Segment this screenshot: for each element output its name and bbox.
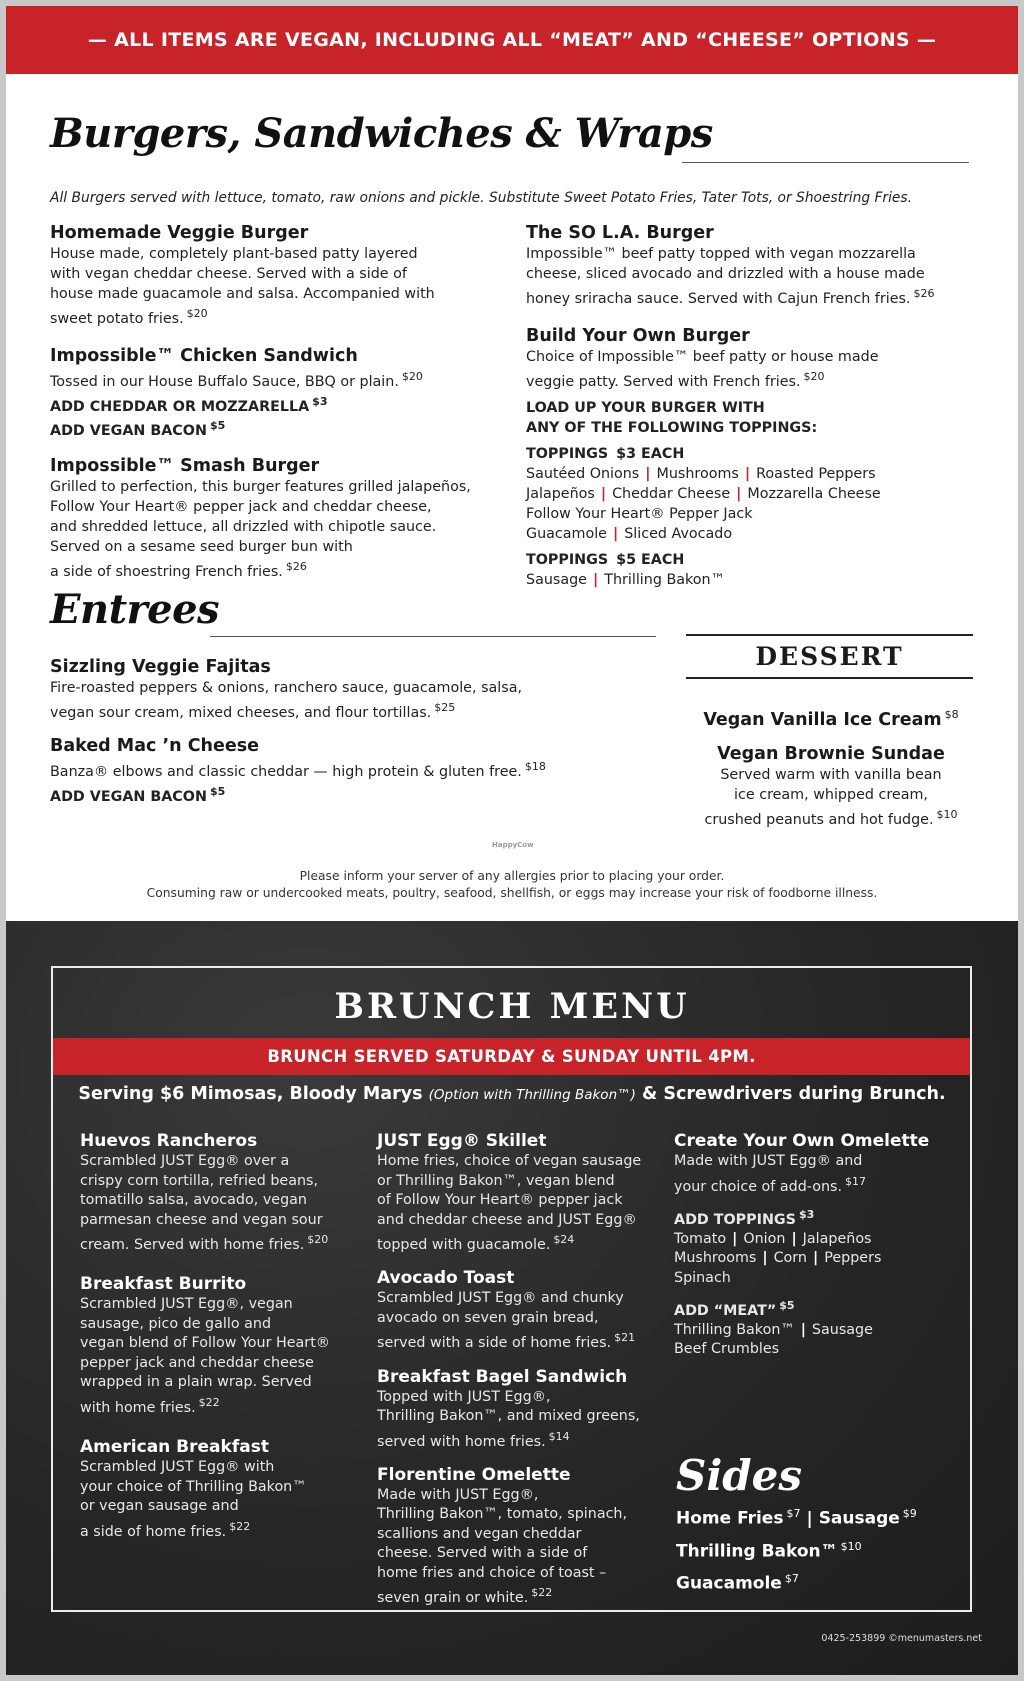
burrito-line: vegan blend of Follow Your Heart® bbox=[80, 1335, 331, 1352]
byo-burger-line: Choice of Impossible™ beef patty or house made bbox=[526, 348, 879, 365]
toppings-3-heading: TOPPINGS $3 EACH bbox=[526, 445, 685, 462]
american-breakfast-name: American Breakfast bbox=[80, 1437, 269, 1458]
bagel-sandwich-line: Topped with JUST Egg®, bbox=[377, 1388, 551, 1405]
vegan-banner: — ALL ITEMS ARE VEGAN, INCLUDING ALL “MEAT” AND “CHEESE” OPTIONS — bbox=[6, 6, 1018, 74]
huevos-line: parmesan cheese and vegan sour bbox=[80, 1211, 323, 1228]
brunch-title: BRUNCH MENU bbox=[334, 986, 690, 1027]
burrito-line: pepper jack and cheddar cheese bbox=[80, 1354, 314, 1371]
burrito-line: Scrambled JUST Egg®, vegan bbox=[80, 1296, 293, 1313]
smash-burger-line: Grilled to perfection, this burger features grilled jalapeños, bbox=[50, 479, 471, 496]
omelette-topping-row: Spinach bbox=[674, 1269, 731, 1286]
smash-burger-line: and shredded lettuce, all drizzled with chipotle sauce. bbox=[50, 519, 437, 536]
allergy-notice: Please inform your server of any allergies prior to placing your order. bbox=[299, 869, 725, 883]
skillet-name: JUST Egg® Skillet bbox=[377, 1131, 547, 1151]
sides-line: Guacamole $^{\$7}$ bbox=[676, 1572, 799, 1594]
brunch-column-2 bbox=[377, 1130, 667, 1609]
burrito-line: sausage, pico de gallo and bbox=[80, 1315, 272, 1332]
chicken-sandwich-name: Impossible™ Chicken Sandwich bbox=[50, 345, 358, 366]
toppings-3-row: Guacamole | Sliced Avocado bbox=[526, 525, 733, 542]
brownie-sundae-line: ice cream, whipped cream, bbox=[734, 786, 928, 803]
brownie-sundae-name: Vegan Brownie Sundae bbox=[717, 743, 945, 764]
burrito-line-last: with home fries. $^{\$22}$ bbox=[80, 1395, 220, 1416]
bagel-sandwich-name: Breakfast Bagel Sandwich bbox=[377, 1366, 628, 1387]
smash-burger-line-last: a side of shoestring French fries. $^{\$26}$ bbox=[50, 560, 307, 580]
sola-burger-price: $26 bbox=[913, 287, 935, 300]
avocado-toast-line: Scrambled JUST Egg® and chunky bbox=[377, 1290, 624, 1307]
avocado-toast-line-last: served with a side of home fries. $^{\$21}$ bbox=[377, 1331, 636, 1352]
burgers-title-rule bbox=[682, 162, 969, 163]
florentine-line-last: seven grain or white. $^{\$22}$ bbox=[377, 1586, 553, 1607]
toppings-5-heading: TOPPINGS $5 EACH bbox=[526, 551, 685, 568]
sides-title: Sides bbox=[676, 1451, 803, 1500]
huevos-line-last: cream. Served with home fries. $^{\$20}$ bbox=[80, 1233, 329, 1253]
omelette-topping-row: Tomato | Onion | Jalapeños bbox=[674, 1230, 872, 1247]
omelette-meat-row: Thrilling Bakon™ | Sausage bbox=[674, 1321, 873, 1338]
chicken-sandwich-price: $20 bbox=[401, 369, 423, 383]
bagel-sandwich-line: Thrilling Bakon™, and mixed greens, bbox=[377, 1408, 640, 1425]
smash-burger-name: Impossible™ Smash Burger bbox=[50, 456, 320, 477]
burrito-line: wrapped in a plain wrap. Served bbox=[80, 1374, 312, 1391]
florentine-line: home fries and choice of toast – bbox=[377, 1564, 607, 1581]
entrees-column bbox=[50, 656, 650, 806]
omelette-add-toppings: ADD TOPPINGS $^{\$3}$ bbox=[674, 1207, 815, 1228]
mac-cheese-price: $18 bbox=[524, 759, 546, 773]
veggie-burger-line: house made guacamole and salsa. Accompanied with bbox=[50, 286, 435, 302]
avocado-toast-line: avocado on seven grain bread, bbox=[377, 1309, 599, 1326]
brunch-column-3 bbox=[674, 1130, 964, 1360]
entrees-section-title: Entrees bbox=[50, 586, 220, 633]
veggie-burger-line: House made, completely plant-based patty layered bbox=[50, 246, 418, 262]
chicken-addon-cheese: ADD CHEDDAR OR MOZZARELLA $^{\$3}$ bbox=[50, 394, 328, 415]
toppings-3-row: Follow Your Heart® Pepper Jack bbox=[526, 505, 753, 522]
fajitas-name: Sizzling Veggie Fajitas bbox=[50, 657, 271, 677]
florentine-line: Made with JUST Egg®, bbox=[377, 1486, 539, 1503]
copyright-footer: 0425-253899 ©menumasters.net bbox=[821, 1633, 982, 1644]
brunch-section bbox=[6, 921, 1018, 1675]
huevos-name: Huevos Rancheros bbox=[80, 1131, 258, 1151]
sola-burger-line: cheese, sliced avocado and drizzled with a house made bbox=[526, 266, 925, 282]
burgers-left-column bbox=[50, 222, 510, 582]
brownie-sundae-line-last: crushed peanuts and hot fudge. $^{\$10}$ bbox=[704, 807, 958, 828]
byo-load-line: ANY OF THE FOLLOWING TOPPINGS: bbox=[526, 419, 818, 436]
american-breakfast-line: your choice of Thrilling Bakon™ bbox=[80, 1478, 307, 1495]
burrito-name: Breakfast Burrito bbox=[80, 1274, 247, 1295]
mac-cheese-line: Banza® elbows and classic cheddar — high protein & gluten free. $^{\$18}$ bbox=[50, 759, 546, 780]
smash-burger-price: $26 bbox=[285, 560, 307, 574]
chicken-sandwich-line: Tossed in our House Buffalo Sauce, BBQ or plain. $^{\$20}$ bbox=[50, 369, 423, 390]
fajitas-price: $25 bbox=[434, 701, 456, 714]
omelette-name: Create Your Own Omelette bbox=[674, 1131, 930, 1151]
fajitas-line: vegan sour cream, mixed cheeses, and flour tortillas. $^{\$25}$ bbox=[50, 701, 456, 721]
byo-burger-name: Build Your Own Burger bbox=[526, 325, 750, 346]
sides-line: Home Fries $^{\$7}$ | Sausage $^{\$9}$ bbox=[676, 1507, 917, 1529]
mac-addon-bacon: ADD VEGAN BACON $^{\$5}$ bbox=[50, 784, 226, 805]
omelette-line: Made with JUST Egg® and bbox=[674, 1153, 863, 1169]
skillet-line-last: topped with guacamole. $^{\$24}$ bbox=[377, 1233, 575, 1253]
happycow-watermark: HappyCow bbox=[492, 841, 534, 849]
florentine-line: scallions and vegan cheddar bbox=[377, 1525, 582, 1542]
sides-line: Thrilling Bakon™ $^{\$10}$ bbox=[676, 1539, 862, 1562]
huevos-line: tomatillo salsa, avocado, vegan bbox=[80, 1192, 307, 1208]
dessert-title: DESSERT bbox=[686, 634, 973, 679]
toppings-5-row: Sausage | Thrilling Bakon™ bbox=[526, 571, 725, 588]
veggie-burger-name: Homemade Veggie Burger bbox=[50, 223, 309, 243]
entrees-title-rule bbox=[210, 636, 656, 637]
huevos-line: Scrambled JUST Egg® over a bbox=[80, 1153, 290, 1169]
huevos-line: crispy corn tortilla, refried beans, bbox=[80, 1172, 319, 1189]
omelette-line: your choice of add-ons. $^{\$17}$ bbox=[674, 1174, 866, 1195]
fajitas-line: Fire-roasted peppers & onions, ranchero sauce, guacamole, salsa, bbox=[50, 680, 522, 696]
brunch-drinks-line: Serving $6 Mimosas, Bloody Marys (Option with Thrilling Bakon™) & Screwdrivers during Brunch. bbox=[78, 1084, 946, 1104]
foodborne-notice: Consuming raw or undercooked meats, poultry, seafood, shellfish, or eggs may increase your risk of foodborne illness. bbox=[146, 886, 878, 900]
sola-burger-name: The SO L.A. Burger bbox=[526, 223, 714, 243]
florentine-line: cheese. Served with a side of bbox=[377, 1545, 588, 1562]
veggie-burger-price: $20 bbox=[186, 307, 208, 320]
burgers-section-title: Burgers, Sandwiches & Wraps bbox=[50, 110, 713, 157]
byo-load-line: LOAD UP YOUR BURGER WITH bbox=[526, 399, 765, 416]
florentine-name: Florentine Omelette bbox=[377, 1464, 571, 1485]
skillet-line: and cheddar cheese and JUST Egg® bbox=[377, 1211, 637, 1228]
veggie-burger-line-last: sweet potato fries. $^{\$20}$ bbox=[50, 307, 208, 327]
brownie-sundae-line: Served warm with vanilla bean bbox=[720, 766, 942, 783]
omelette-meat-row: Beef Crumbles bbox=[674, 1341, 780, 1358]
sola-burger-line-last: honey sriracha sauce. Served with Cajun French fries. $^{\$26}$ bbox=[526, 287, 935, 307]
toppings-3-row: Sautéed Onions | Mushrooms | Roasted Peppers bbox=[526, 465, 876, 482]
byo-burger-line: veggie patty. Served with French fries. $^{\$20}$ bbox=[526, 369, 825, 390]
skillet-line: of Follow Your Heart® pepper jack bbox=[377, 1192, 623, 1208]
omelette-add-meat: ADD “MEAT” $^{\$5}$ bbox=[674, 1299, 795, 1319]
dessert-column bbox=[686, 704, 976, 830]
smash-burger-line: Served on a sesame seed burger bun with bbox=[50, 539, 353, 556]
toppings-3-row: Jalapeños | Cheddar Cheese | Mozzarella Cheese bbox=[526, 485, 881, 502]
burgers-right-column bbox=[526, 222, 996, 590]
byo-burger-price: $20 bbox=[803, 369, 825, 383]
american-breakfast-line-last: a side of home fries. $^{\$22}$ bbox=[80, 1519, 251, 1540]
american-breakfast-line: or vegan sausage and bbox=[80, 1498, 239, 1515]
veggie-burger-line: with vegan cheddar cheese. Served with a side of bbox=[50, 266, 407, 282]
american-breakfast-line: Scrambled JUST Egg® with bbox=[80, 1459, 275, 1476]
burgers-note: All Burgers served with lettuce, tomato, raw onions and pickle. Substitute Sweet Potato Fries, Tater Tots, or Shoestring Fries. bbox=[50, 190, 912, 206]
avocado-toast-name: Avocado Toast bbox=[377, 1268, 515, 1289]
brunch-column-1 bbox=[80, 1130, 355, 1542]
skillet-line: or Thrilling Bakon™, vegan blend bbox=[377, 1172, 615, 1189]
brownie-sundae-price: $10 bbox=[936, 807, 958, 821]
mac-cheese-name: Baked Mac ’n Cheese bbox=[50, 735, 260, 756]
smash-burger-line: Follow Your Heart® pepper jack and cheddar cheese, bbox=[50, 499, 432, 516]
brunch-hours-bar: BRUNCH SERVED SATURDAY & SUNDAY UNTIL 4PM. bbox=[53, 1038, 970, 1075]
bagel-sandwich-line-last: served with home fries. $^{\$14}$ bbox=[377, 1429, 570, 1450]
menu-page bbox=[6, 6, 1018, 1675]
vanilla-ice-cream: Vegan Vanilla Ice Cream $^{\$8}$ bbox=[703, 708, 959, 730]
sola-burger-line: Impossible™ beef patty topped with vegan mozzarella bbox=[526, 246, 916, 262]
sides-block bbox=[676, 1451, 966, 1598]
chicken-addon-bacon: ADD VEGAN BACON $^{\$5}$ bbox=[50, 419, 226, 440]
skillet-line: Home fries, choice of vegan sausage bbox=[377, 1153, 642, 1169]
omelette-topping-row: Mushrooms | Corn | Peppers bbox=[674, 1250, 882, 1267]
florentine-line: Thrilling Bakon™, tomato, spinach, bbox=[377, 1506, 628, 1523]
